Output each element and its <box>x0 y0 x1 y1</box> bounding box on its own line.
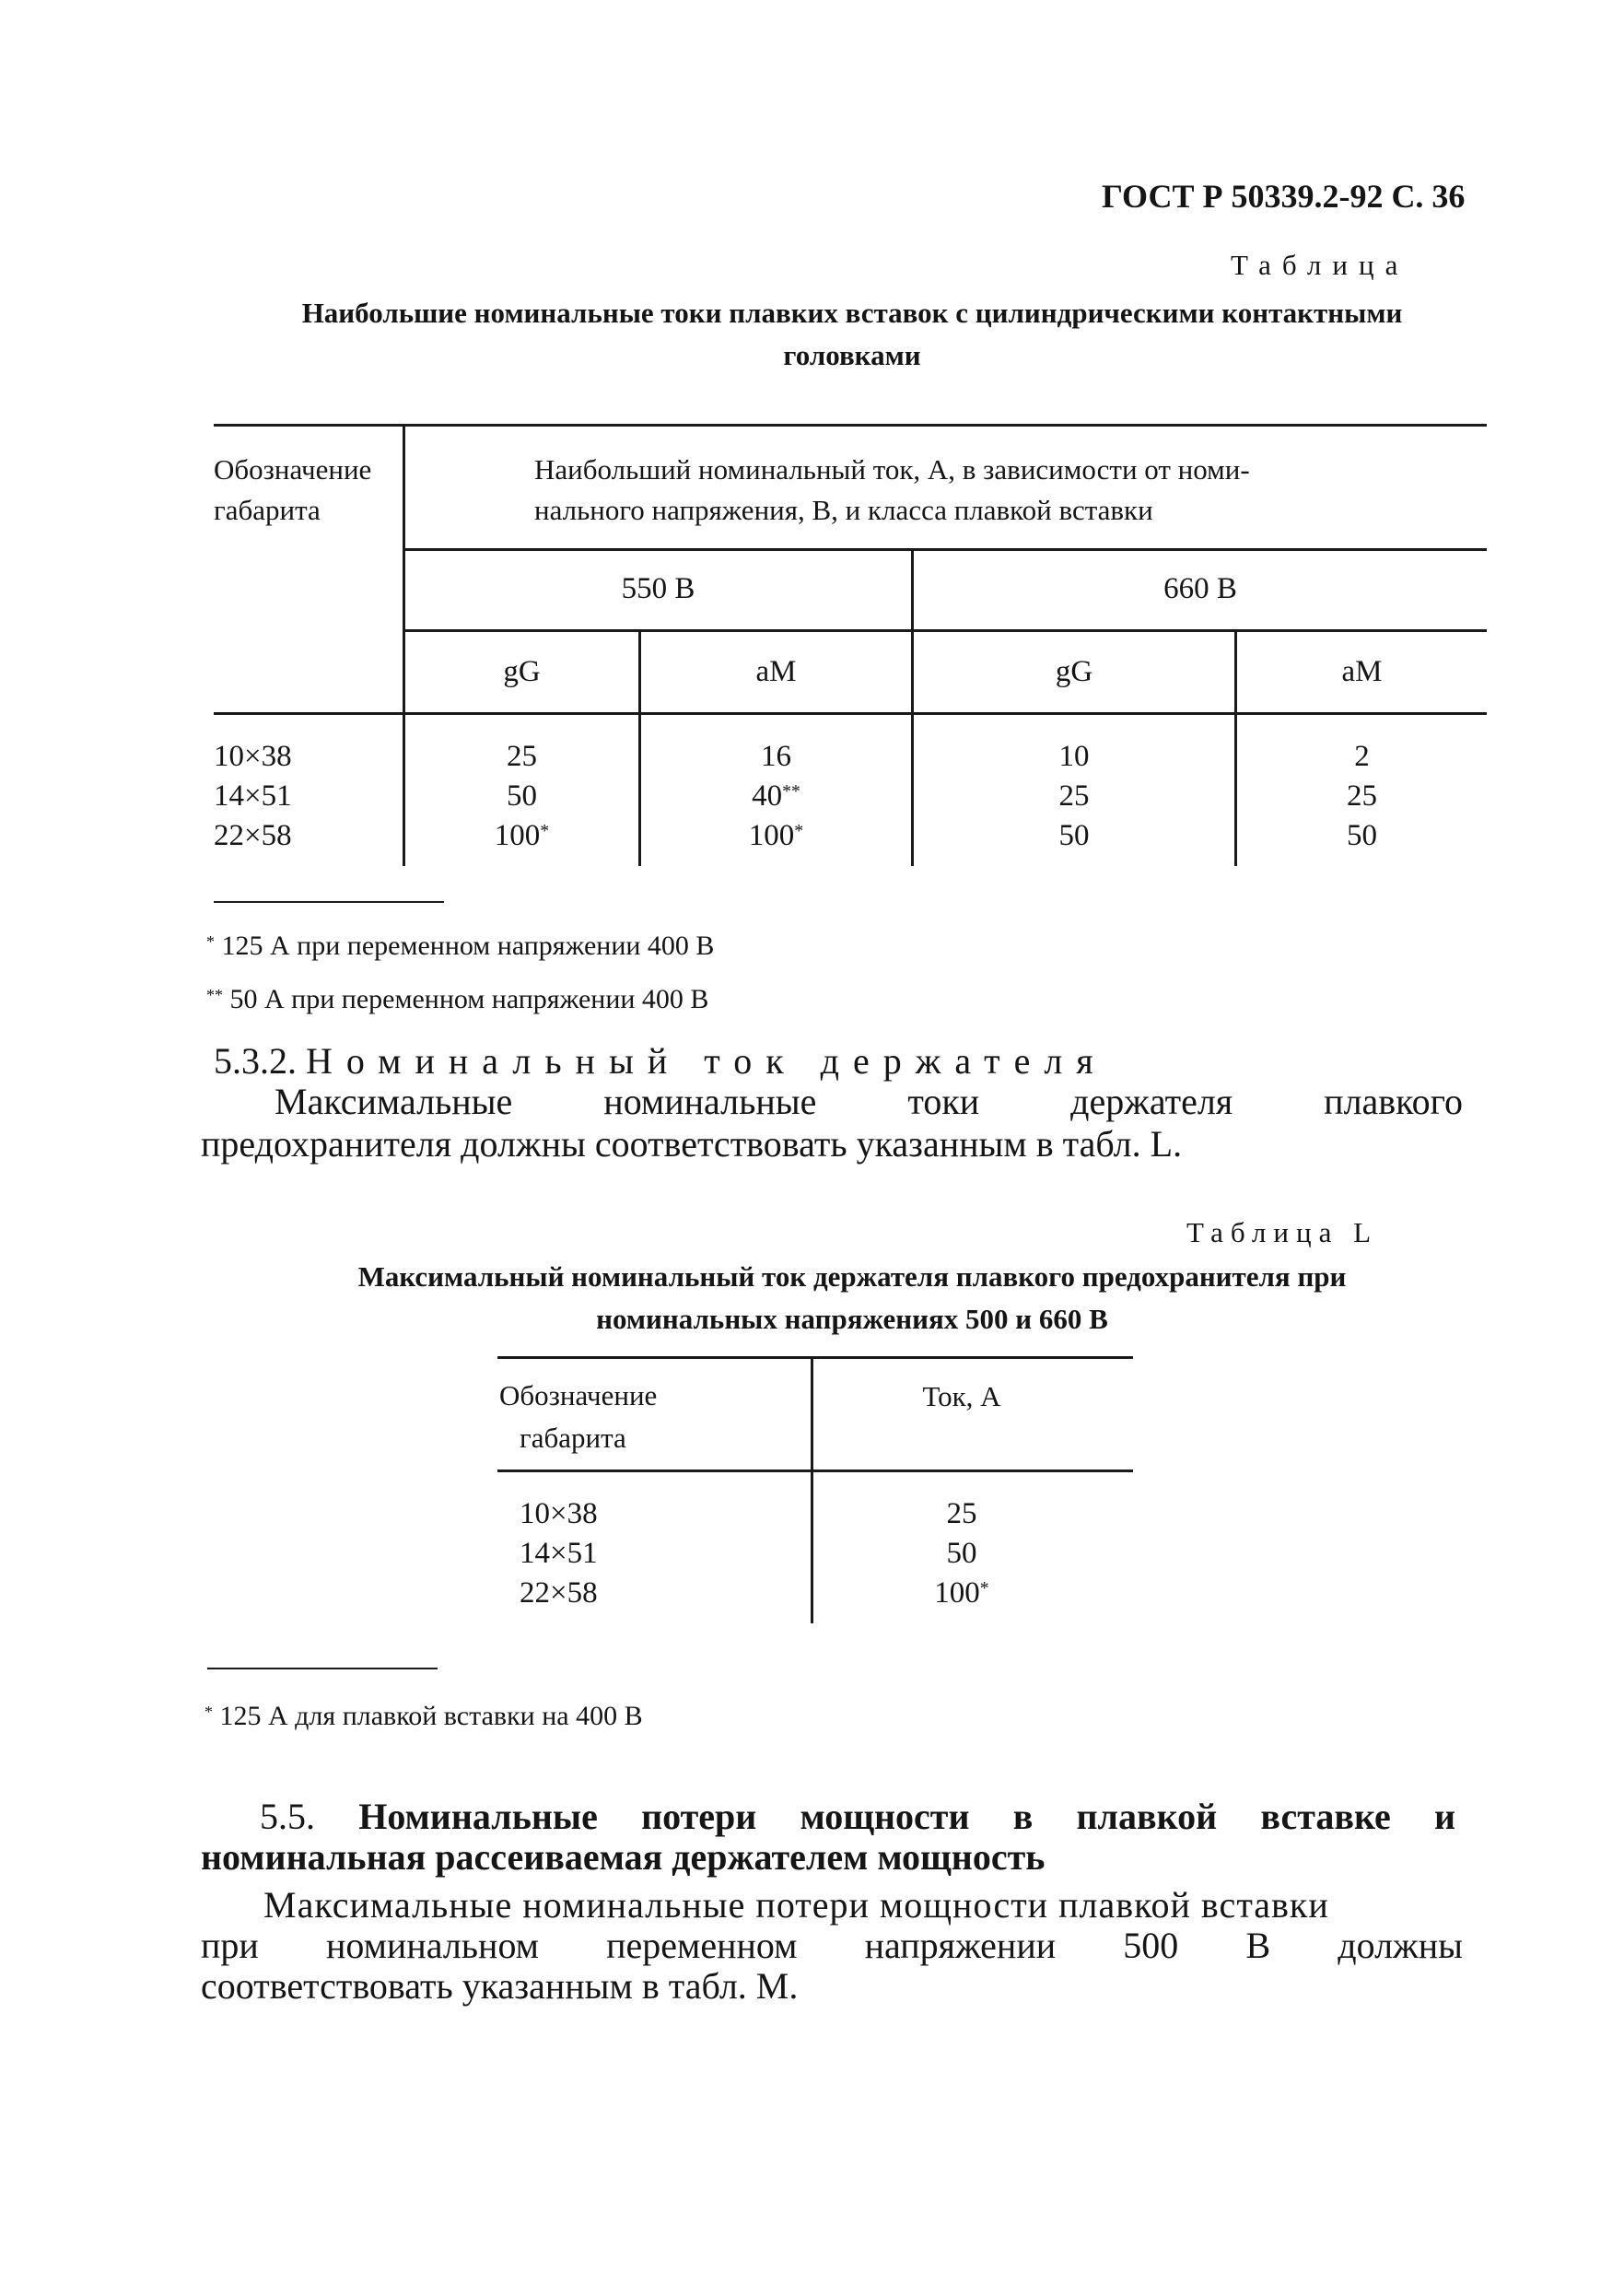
paragraph-line: Максимальные номинальные потери мощности плавкой вставки <box>263 1884 1329 1926</box>
class-header: aM <box>755 655 797 688</box>
value-cell: 40** <box>752 779 800 813</box>
size-cell: 14×51 <box>520 1537 598 1570</box>
value-cell: 10 <box>1058 740 1090 773</box>
class-header: gG <box>503 655 541 688</box>
table-title-line2: номинальных напряжениях 500 и 660 В <box>596 1303 1108 1335</box>
value-cell: 50 <box>1058 819 1090 852</box>
footnote-rule <box>214 901 444 903</box>
value-cell: 16 <box>761 740 791 773</box>
table-top-rule <box>497 1356 1133 1359</box>
footnote: ** 50 А при переменном напряжении 400 В <box>206 984 709 1014</box>
value-cell: 25 <box>1347 779 1377 813</box>
voltage-header: 550 В <box>621 572 695 605</box>
col-current-header: Ток, А <box>922 1380 1001 1412</box>
table-head-rule <box>497 1470 1133 1472</box>
page-header: ГОСТ Р 50339.2-92 С. 36 <box>1102 178 1466 215</box>
table-title-line1: Максимальный номинальный ток держателя плавкого предохранителя при <box>357 1260 1347 1293</box>
footnote-rule <box>207 1668 438 1669</box>
value-cell: 100* <box>934 1576 989 1610</box>
footnote: * 125 А при переменном напряжении 400 В <box>206 931 715 961</box>
table-label: Таблица <box>1231 249 1409 281</box>
voltage-header: 660 В <box>1163 572 1237 605</box>
value-cell: 100* <box>494 819 550 852</box>
table-rule <box>405 548 1487 551</box>
size-cell: 14×51 <box>214 779 292 813</box>
col-designation-header: Обозначение габарита <box>499 1379 658 1454</box>
value-cell: 100* <box>748 819 804 852</box>
table-label: Таблица L <box>1186 1216 1379 1248</box>
footnote: * 125 А для плавкой вставки на 400 В <box>204 1701 643 1731</box>
size-cell: 22×58 <box>214 819 292 852</box>
paragraph-line: предохранителя должны соответствовать указанным в табл. L. <box>201 1123 1183 1165</box>
class-header: gG <box>1055 655 1093 688</box>
size-cell: 10×38 <box>520 1497 598 1530</box>
class-header: aM <box>1341 655 1383 688</box>
paragraph-line: соответствовать указанным в табл. М. <box>201 1965 799 2007</box>
value-cell: 50 <box>946 1537 977 1570</box>
value-cell: 25 <box>1058 779 1090 813</box>
section-heading: 5.3.2. Номинальный ток держателя <box>214 1040 1107 1082</box>
table-rule <box>405 629 1487 632</box>
value-cell: 50 <box>507 779 537 813</box>
value-cell: 50 <box>1347 819 1377 852</box>
value-cell: 2 <box>1354 740 1370 773</box>
section-heading: 5.5. Номинальные потери мощности в плавкой вставке и <box>260 1796 1455 1837</box>
size-cell: 22×58 <box>520 1576 598 1610</box>
table-divider <box>811 1356 813 1623</box>
section-heading-line2: номинальная рассеиваемая держателем мощность <box>201 1836 1046 1878</box>
size-cell: 10×38 <box>214 740 292 773</box>
value-cell: 25 <box>946 1497 977 1530</box>
table-title-line2: головками <box>783 339 921 371</box>
col-designation-header: Обозначение габарита <box>214 453 372 526</box>
col-current-header: Наибольший номинальный ток, А, в зависимости от номи- нального напряжения, В, и класса плавкой вставки <box>534 453 1250 526</box>
table-title-line1: Наибольшие номинальные токи плавких вставок с цилиндрическими контактными <box>301 297 1403 329</box>
value-cell: 25 <box>507 740 537 773</box>
paragraph-line: Максимальные номинальные токи держателя плавкого <box>275 1081 1463 1122</box>
paragraph-line: при номинальном переменном напряжении 500 В должны <box>201 1925 1463 1966</box>
